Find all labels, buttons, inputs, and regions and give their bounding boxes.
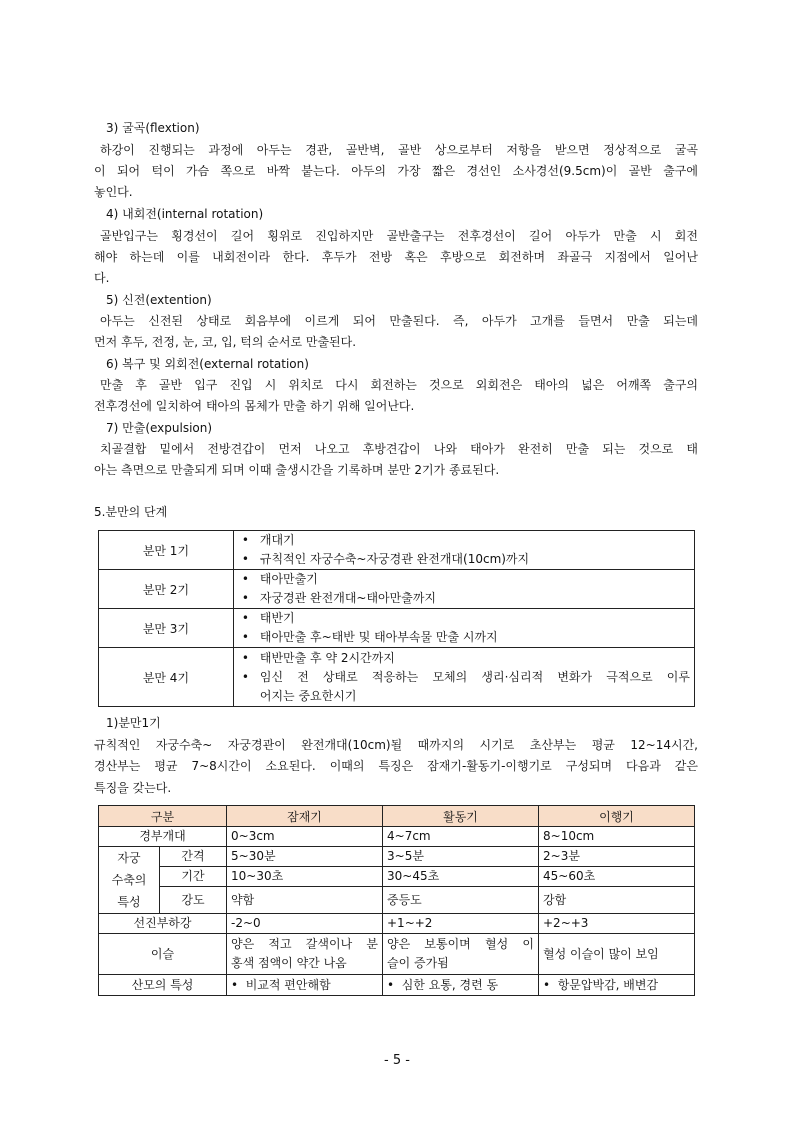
table-row — [99, 914, 695, 934]
list-item: • 태반만출 후 약 2시간까지 — [242, 649, 690, 668]
bullet-icon: • — [241, 533, 249, 547]
row-label: 산모의 특성 — [99, 975, 227, 996]
bullet-icon: • — [241, 669, 249, 684]
table-row — [99, 531, 695, 570]
row-label: 경부개대 — [99, 827, 227, 847]
table-cell: -2~0 — [227, 914, 383, 934]
table-row — [99, 648, 695, 707]
table-cell: 10~30초 — [227, 867, 383, 887]
table-row — [99, 570, 695, 609]
bullet-icon: • — [241, 572, 249, 586]
body-line: 먼저 후두, 전정, 눈, 코, 입, 턱의 순서로 만출된다. — [94, 335, 357, 349]
stage1-heading: 1)분만1기 — [106, 716, 161, 730]
body-line: 하강이 진행되는 과정에 아두는 경관, 골반벽, 골반 상으로부터 저항을 받으면 정상적으로 굴곡 — [100, 143, 698, 157]
table-cell: 강함 — [539, 887, 695, 914]
page-number: - 5 - — [384, 1053, 410, 1068]
table-cell: 중등도 — [383, 887, 539, 914]
table-cell: • 항문압박감, 배변감 — [539, 975, 695, 996]
column-header: 잠재기 — [227, 806, 383, 827]
section-heading-internal-rotation: 4) 내회전(internal rotation) — [106, 207, 264, 221]
table-cell: 혈성 이슬이 많이 보임 — [539, 934, 695, 975]
table-cell: 30~45초 — [383, 867, 539, 887]
table-cell: +1~+2 — [383, 914, 539, 934]
bullet-icon: • — [241, 650, 249, 665]
labor-stages-table — [98, 530, 695, 707]
bullet-icon: • — [241, 552, 249, 566]
section-heading-external-rotation: 6) 복구 및 외회전(external rotation) — [106, 357, 309, 371]
body-line: 아는 측면으로 만출되게 되며 이때 출생시간을 기록하며 분만 2기가 종료된다. — [94, 463, 500, 477]
body-line: 골반입구는 횡경선이 길어 횡위로 진입하지만 골반출구는 전후경선이 길어 아두가 만출 시 회전 — [100, 229, 698, 243]
table-row — [99, 827, 695, 847]
row-label: 간격 — [160, 847, 227, 867]
stages-title: 5.분만의 단계 — [94, 505, 168, 519]
table-cell: 45~60초 — [539, 867, 695, 887]
section-heading-extension: 5) 신전(extention) — [106, 293, 212, 307]
list-item: • 태반기 — [242, 609, 690, 628]
bullet-icon: • — [543, 977, 558, 992]
table-cell: • 비교적 편안해함 — [227, 975, 383, 996]
table-row — [99, 609, 695, 648]
body-line: 해야 하는데 이를 내회전이라 한다. 후두가 전방 혹은 후방으로 회전하며 좌골극 지점에서 일어난 — [94, 250, 698, 264]
table-row — [99, 975, 695, 996]
row-label: 선진부하강 — [99, 914, 227, 934]
table-cell: 4~7cm — [383, 827, 539, 847]
table-cell: 8~10cm — [539, 827, 695, 847]
body-line: 아두는 신전된 상태로 회음부에 이르게 되어 만출된다. 즉, 아두가 고개를 들면서 만출 되는데 — [100, 314, 698, 328]
table-cell: 양은 적고 갈색이나 분 홍색 점액이 약간 나옴 — [227, 934, 383, 975]
column-header: 활동기 — [383, 806, 539, 827]
table-row — [99, 887, 695, 914]
list-item: • 개대기 — [242, 531, 690, 550]
table-cell: 5~30분 — [227, 847, 383, 867]
body-line: 만출 후 골반 입구 진입 시 위치로 다시 회전하는 것으로 외회전은 태아의 넓은 어깨쪽 출구의 — [100, 378, 698, 392]
table-cell: • 심한 요통, 경련 동 — [383, 975, 539, 996]
section-heading-flexion: 3) 굴곡(flextion) — [106, 121, 200, 135]
table-cell: 약함 — [227, 887, 383, 914]
table-cell: 2~3분 — [539, 847, 695, 867]
column-header: 구분 — [99, 806, 227, 827]
table-cell: 0~3cm — [227, 827, 383, 847]
table-cell: 양은 보통이며 혈성 이 슬이 증가됨 — [383, 934, 539, 975]
list-item: • 태아만출기 — [242, 570, 690, 589]
list-item: • 규칙적인 자궁수축~자궁경관 완전개대(10cm)까지 — [242, 550, 690, 569]
body-line: 놓인다. — [94, 185, 133, 199]
table-cell: +2~+3 — [539, 914, 695, 934]
list-item: • 임신 전 상태로 적응하는 모체의 생리·심리적 변화가 극적으로 이루 — [242, 668, 690, 687]
body-line: 경산부는 평균 7~8시간이 소요된다. 이때의 특징은 잠재기-활동기-이행기로 구성되며 다음과 같은 — [94, 759, 698, 773]
list-item: • 자궁경관 완전개대~태아만출까지 — [242, 589, 690, 608]
body-line: 특징을 갖는다. — [94, 781, 172, 795]
body-line: 전후경선에 일치하여 태아의 몸체가 만출 하기 위해 일어난다. — [94, 399, 415, 413]
row-group-label: 자궁 수축의 특성 — [99, 847, 160, 914]
table-row — [99, 847, 695, 867]
body-line: 이 되어 턱이 가슴 쪽으로 바짝 붙는다. 아두의 가장 짧은 경선인 소사경선(9.5cm)이 골반 출구에 — [94, 164, 698, 178]
stage-name: 분만 2기 — [99, 570, 234, 609]
table-header-row — [99, 806, 695, 827]
labor-phases-table — [98, 805, 695, 996]
row-label: 이슬 — [99, 934, 227, 975]
body-line: 치골결합 밑에서 전방견갑이 먼저 나오고 후방견갑이 나와 태아가 완전히 만출 되는 것으로 태 — [100, 442, 698, 456]
body-line: 규칙적인 자궁수축~ 자궁경관이 완전개대(10cm)될 때까지의 시기로 초산부는 평균 12~14시간, — [94, 738, 698, 752]
bullet-icon: • — [241, 630, 249, 644]
list-item: • 태아만출 후~태반 및 태아부속물 만출 시까지 — [242, 628, 690, 647]
bullet-icon: • — [241, 591, 249, 605]
stage-name: 분만 4기 — [99, 648, 234, 707]
bullet-icon: • — [387, 977, 402, 992]
bullet-icon: • — [241, 611, 249, 625]
column-header: 이행기 — [539, 806, 695, 827]
table-row — [99, 934, 695, 975]
table-row — [99, 867, 695, 887]
bullet-icon: • — [231, 977, 246, 992]
stage-name: 분만 1기 — [99, 531, 234, 570]
table-cell: 3~5분 — [383, 847, 539, 867]
row-label: 기간 — [160, 867, 227, 887]
row-label: 강도 — [160, 887, 227, 914]
section-heading-expulsion: 7) 만출(expulsion) — [106, 421, 213, 435]
body-line: 다. — [94, 271, 110, 285]
stage-name: 분만 3기 — [99, 609, 234, 648]
list-item-continuation: 어지는 중요한시기 — [259, 688, 357, 703]
